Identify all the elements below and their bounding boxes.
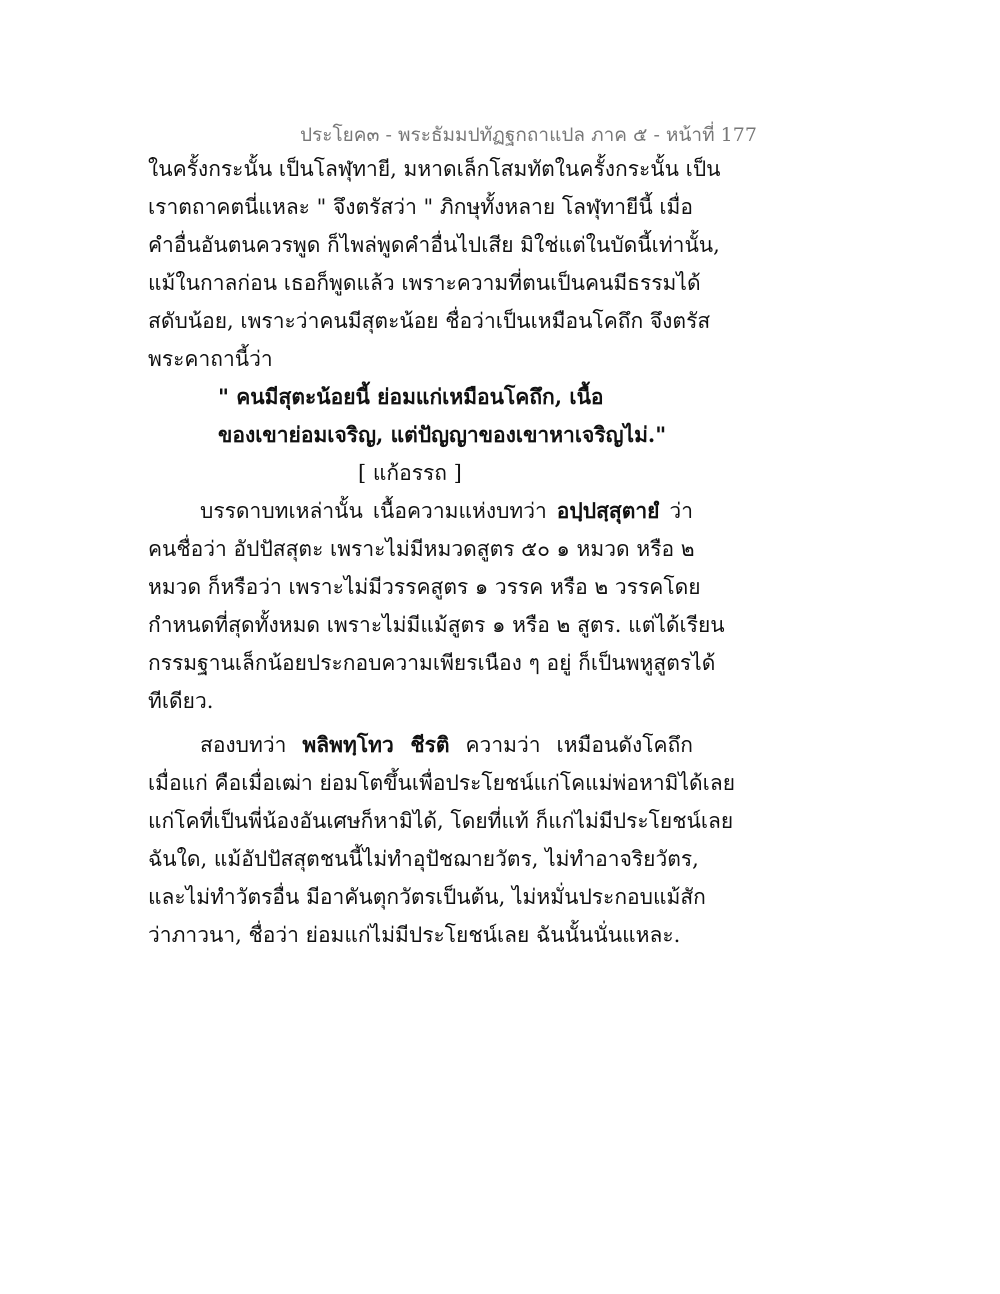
text-line: เมื่อแก่ คือเมื่อเฒ่า ย่อมโตขึ้นเพื่อประโยชน์แก่โคแม่พ่อหามิได้เลย — [148, 771, 736, 795]
text-line: แก่โคที่เป็นพี่น้องอันเศษก็หามิได้, โดยที่แท้ ก็แก่ไม่มีประโยชน์เลย — [148, 809, 734, 833]
text-span: ความว่า เหมือนดังโคถึก — [449, 733, 693, 757]
paragraph-1 — [148, 150, 721, 378]
text-line: คำอื่นอันตนควรพูด ก็ไพล่พูดคำอื่นไปเสีย มิใช่แต่ในบัดนี้เท่านั้น, — [148, 233, 720, 257]
body-text — [148, 150, 736, 954]
pali-term: พลิพทฺโทว ชีรติ — [302, 732, 450, 757]
pali-term: อปฺปสฺสุตายํ — [556, 498, 660, 523]
text-line: กรรมฐานเล็กน้อยประกอบความเพียรเนือง ๆ อยู่ ก็เป็นพหูสูตรได้ — [148, 651, 716, 675]
text-line: และไม่ทำวัตรอื่น มีอาคันตุกวัตรเป็นต้น, ไม่หมั่นประกอบแม้สัก — [148, 885, 706, 909]
text-line — [148, 492, 693, 530]
verse-line: " คนมีสุตะน้อยนี้ ย่อมแก่เหมือนโคถึก, เนื้อ — [218, 384, 604, 409]
text-line: เราตถาคตนี่แหละ " จึงตรัสว่า " ภิกษุทั้งหลาย โลฬุทายีนี้ เมื่อ — [148, 195, 693, 219]
text-line: สดับน้อย, เพราะว่าคนมีสุตะน้อย ชื่อว่าเป็นเหมือนโคถึก จึงตรัส — [148, 309, 711, 333]
text-line: ว่าภาวนา, ชื่อว่า ย่อมแก่ไม่มีประโยชน์เลย ฉันนั้นนั่นแหละ. — [148, 923, 681, 947]
text-line: แม้ในกาลก่อน เธอก็พูดแล้ว เพราะความที่ตนเป็นคนมีธรรมได้ — [148, 271, 701, 295]
text-line: ทีเดียว. — [148, 689, 214, 713]
text-span: สองบทว่า — [200, 733, 303, 757]
section-heading: [ แก้อรรถ ] — [358, 461, 462, 485]
verse-line: ของเขาย่อมเจริญ, แต่ปัญญาของเขาหาเจริญไม่." — [218, 422, 667, 447]
verse-block — [148, 378, 693, 492]
paragraph-3 — [148, 726, 736, 954]
text-span: บรรดาบทเหล่านั้น เนื้อความแห่งบทว่า — [200, 499, 557, 523]
text-line: คนชื่อว่า อัปปัสสุตะ เพราะไม่มีหมวดสูตร ๕๐ ๑ หมวด หรือ ๒ — [148, 537, 695, 561]
text-line — [148, 726, 693, 764]
paragraph-2 — [148, 492, 725, 720]
text-line: ฉันใด, แม้อัปปัสสุตชนนี้ไม่ทำอุปัชฌายวัตร, ไม่ทำอาจริยวัตร, — [148, 847, 699, 871]
text-line: หมวด ก็หรือว่า เพราะไม่มีวรรคสูตร ๑ วรรค หรือ ๒ วรรคโดย — [148, 575, 701, 599]
text-line: กำหนดที่สุดทั้งหมด เพราะไม่มีแม้สูตร ๑ หรือ ๒ สูตร. แต่ได้เรียน — [148, 613, 725, 637]
text-span: ว่า — [659, 499, 693, 523]
text-line: พระคาถานี้ว่า — [148, 347, 273, 371]
text-line: ในครั้งกระนั้น เป็นโลฬุทายี, มหาดเล็กโสมทัตในครั้งกระนั้น เป็น — [148, 157, 721, 181]
running-header: ประโยค๓ - พระธัมมปทัฏฐกถาแปล ภาค ๕ - หน้าที่ 177 — [300, 124, 757, 146]
